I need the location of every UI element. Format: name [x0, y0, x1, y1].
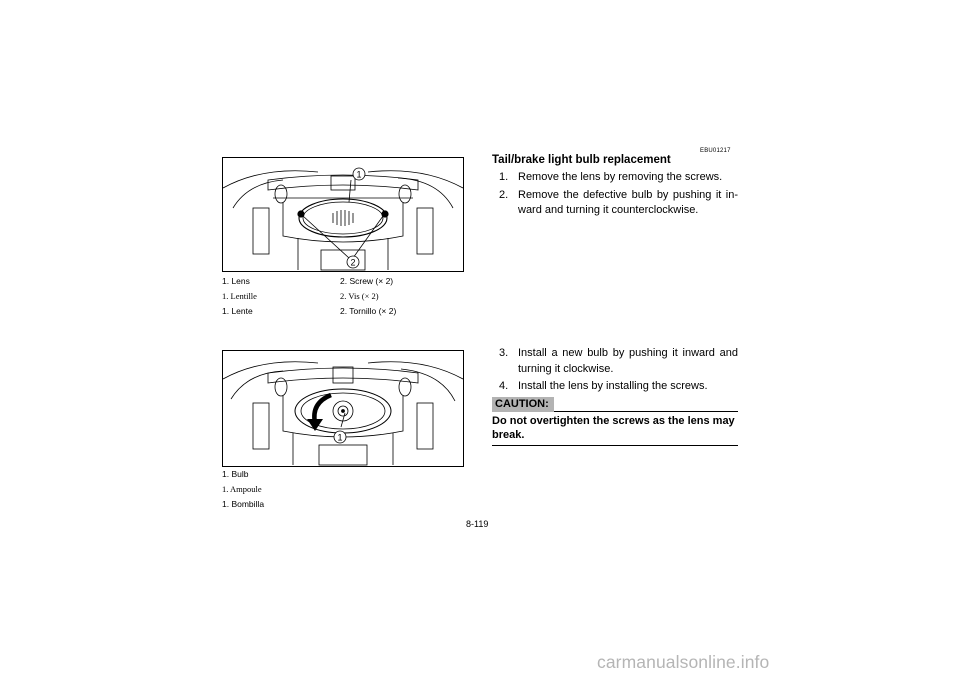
watermark: carmanualsonline.info [597, 652, 770, 672]
figure-bulb [222, 350, 464, 467]
caption-row-fr: 1. Ampoule [222, 484, 262, 494]
section-code: EBU01217 [700, 148, 731, 154]
step-item: 4. Install the lens by installing the screws. [499, 380, 708, 392]
caption-row-es: 1. Bombilla [222, 499, 265, 509]
figure1-caption [222, 274, 462, 319]
caption-row-en: 1. Lens 2. Screw (× 2) [222, 276, 394, 286]
callout-1: 1 [337, 432, 343, 443]
figure2-caption [222, 467, 462, 512]
caption-row-en: 1. Bulb [222, 469, 249, 479]
caution-rule [554, 411, 738, 412]
caution-label: CAUTION: [492, 397, 554, 412]
callout-2: 2 [350, 257, 356, 268]
callout-1: 1 [356, 169, 362, 180]
page-number: 8-119 [466, 519, 489, 529]
caption-row-es: 1. Lente 2. Tornillo (× 2) [222, 306, 397, 316]
step-item: 3. Install a new bulb by pushing it inward and turning it clockwise. [499, 347, 738, 375]
caption-row-fr: 1. Lentille 2. Vis (× 2) [222, 291, 379, 301]
step-item: 2. Remove the defective bulb by pushing it in-ward and turning it counterclockwise. [499, 188, 738, 216]
section-heading: Tail/brake light bulb replacement [492, 154, 671, 166]
lens-illustration [223, 158, 463, 271]
bulb-illustration [223, 351, 463, 466]
caution-text: Do not overtighten the screws as the lens may break. [492, 415, 735, 441]
caution-box [492, 397, 738, 446]
steps-list-a [492, 170, 738, 221]
step-item: 1. Remove the lens by removing the screws. [499, 171, 723, 183]
figure-lens-screws [222, 157, 464, 272]
steps-list-b [492, 346, 738, 397]
